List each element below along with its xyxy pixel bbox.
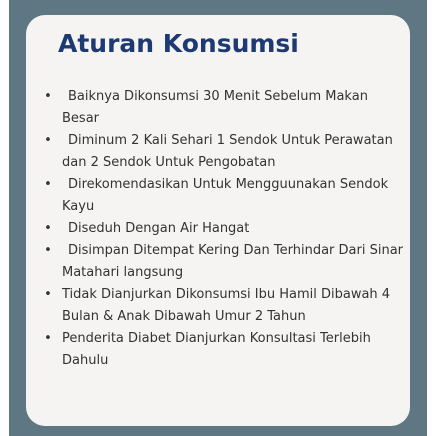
- rule-label: Penderita Diabet Dianjurkan Konsultasi Terlebih Dahulu: [62, 331, 371, 368]
- bullet-icon: •: [44, 89, 52, 104]
- bullet-icon: •: [44, 133, 52, 148]
- rule-label: Baiknya Dikonsumsi 30 Menit Sebelum Makan Besar: [62, 89, 368, 126]
- rule-label: Diminum 2 Kali Sehari 1 Sendok Untuk Perawatan dan 2 Sendok Untuk Pengobatan: [62, 133, 393, 170]
- rule-item: [42, 174, 408, 218]
- rule-text: [62, 218, 408, 240]
- rule-text: [62, 86, 408, 130]
- page-title: Aturan Konsumsi: [58, 29, 299, 58]
- rules-list: [42, 86, 408, 372]
- rule-text: [62, 174, 408, 218]
- rule-text: [62, 130, 408, 174]
- bullet-icon: •: [44, 331, 52, 346]
- rule-text: [62, 328, 408, 372]
- rule-item: [42, 240, 408, 284]
- rule-item: [42, 328, 408, 372]
- rule-item: [42, 218, 408, 240]
- bullet-icon: •: [44, 287, 52, 302]
- rule-label: Disimpan Ditempat Kering Dan Terhindar Dari Sinar Matahari langsung: [62, 243, 404, 280]
- bullet-icon: •: [44, 243, 52, 258]
- rule-item: [42, 284, 408, 328]
- rule-label: Direkomendasikan Untuk Mengguunakan Sendok Kayu: [62, 177, 389, 214]
- rule-text: [62, 284, 408, 328]
- rule-item: [42, 86, 408, 130]
- rule-label: Tidak Dianjurkan Dikonsumsi Ibu Hamil Dibawah 4 Bulan & Anak Dibawah Umur 2 Tahun: [62, 287, 391, 324]
- rule-label: Diseduh Dengan Air Hangat: [68, 221, 250, 236]
- bullet-icon: •: [44, 221, 52, 236]
- rule-item: [42, 130, 408, 174]
- bullet-icon: •: [44, 177, 52, 192]
- rule-text: [62, 240, 408, 284]
